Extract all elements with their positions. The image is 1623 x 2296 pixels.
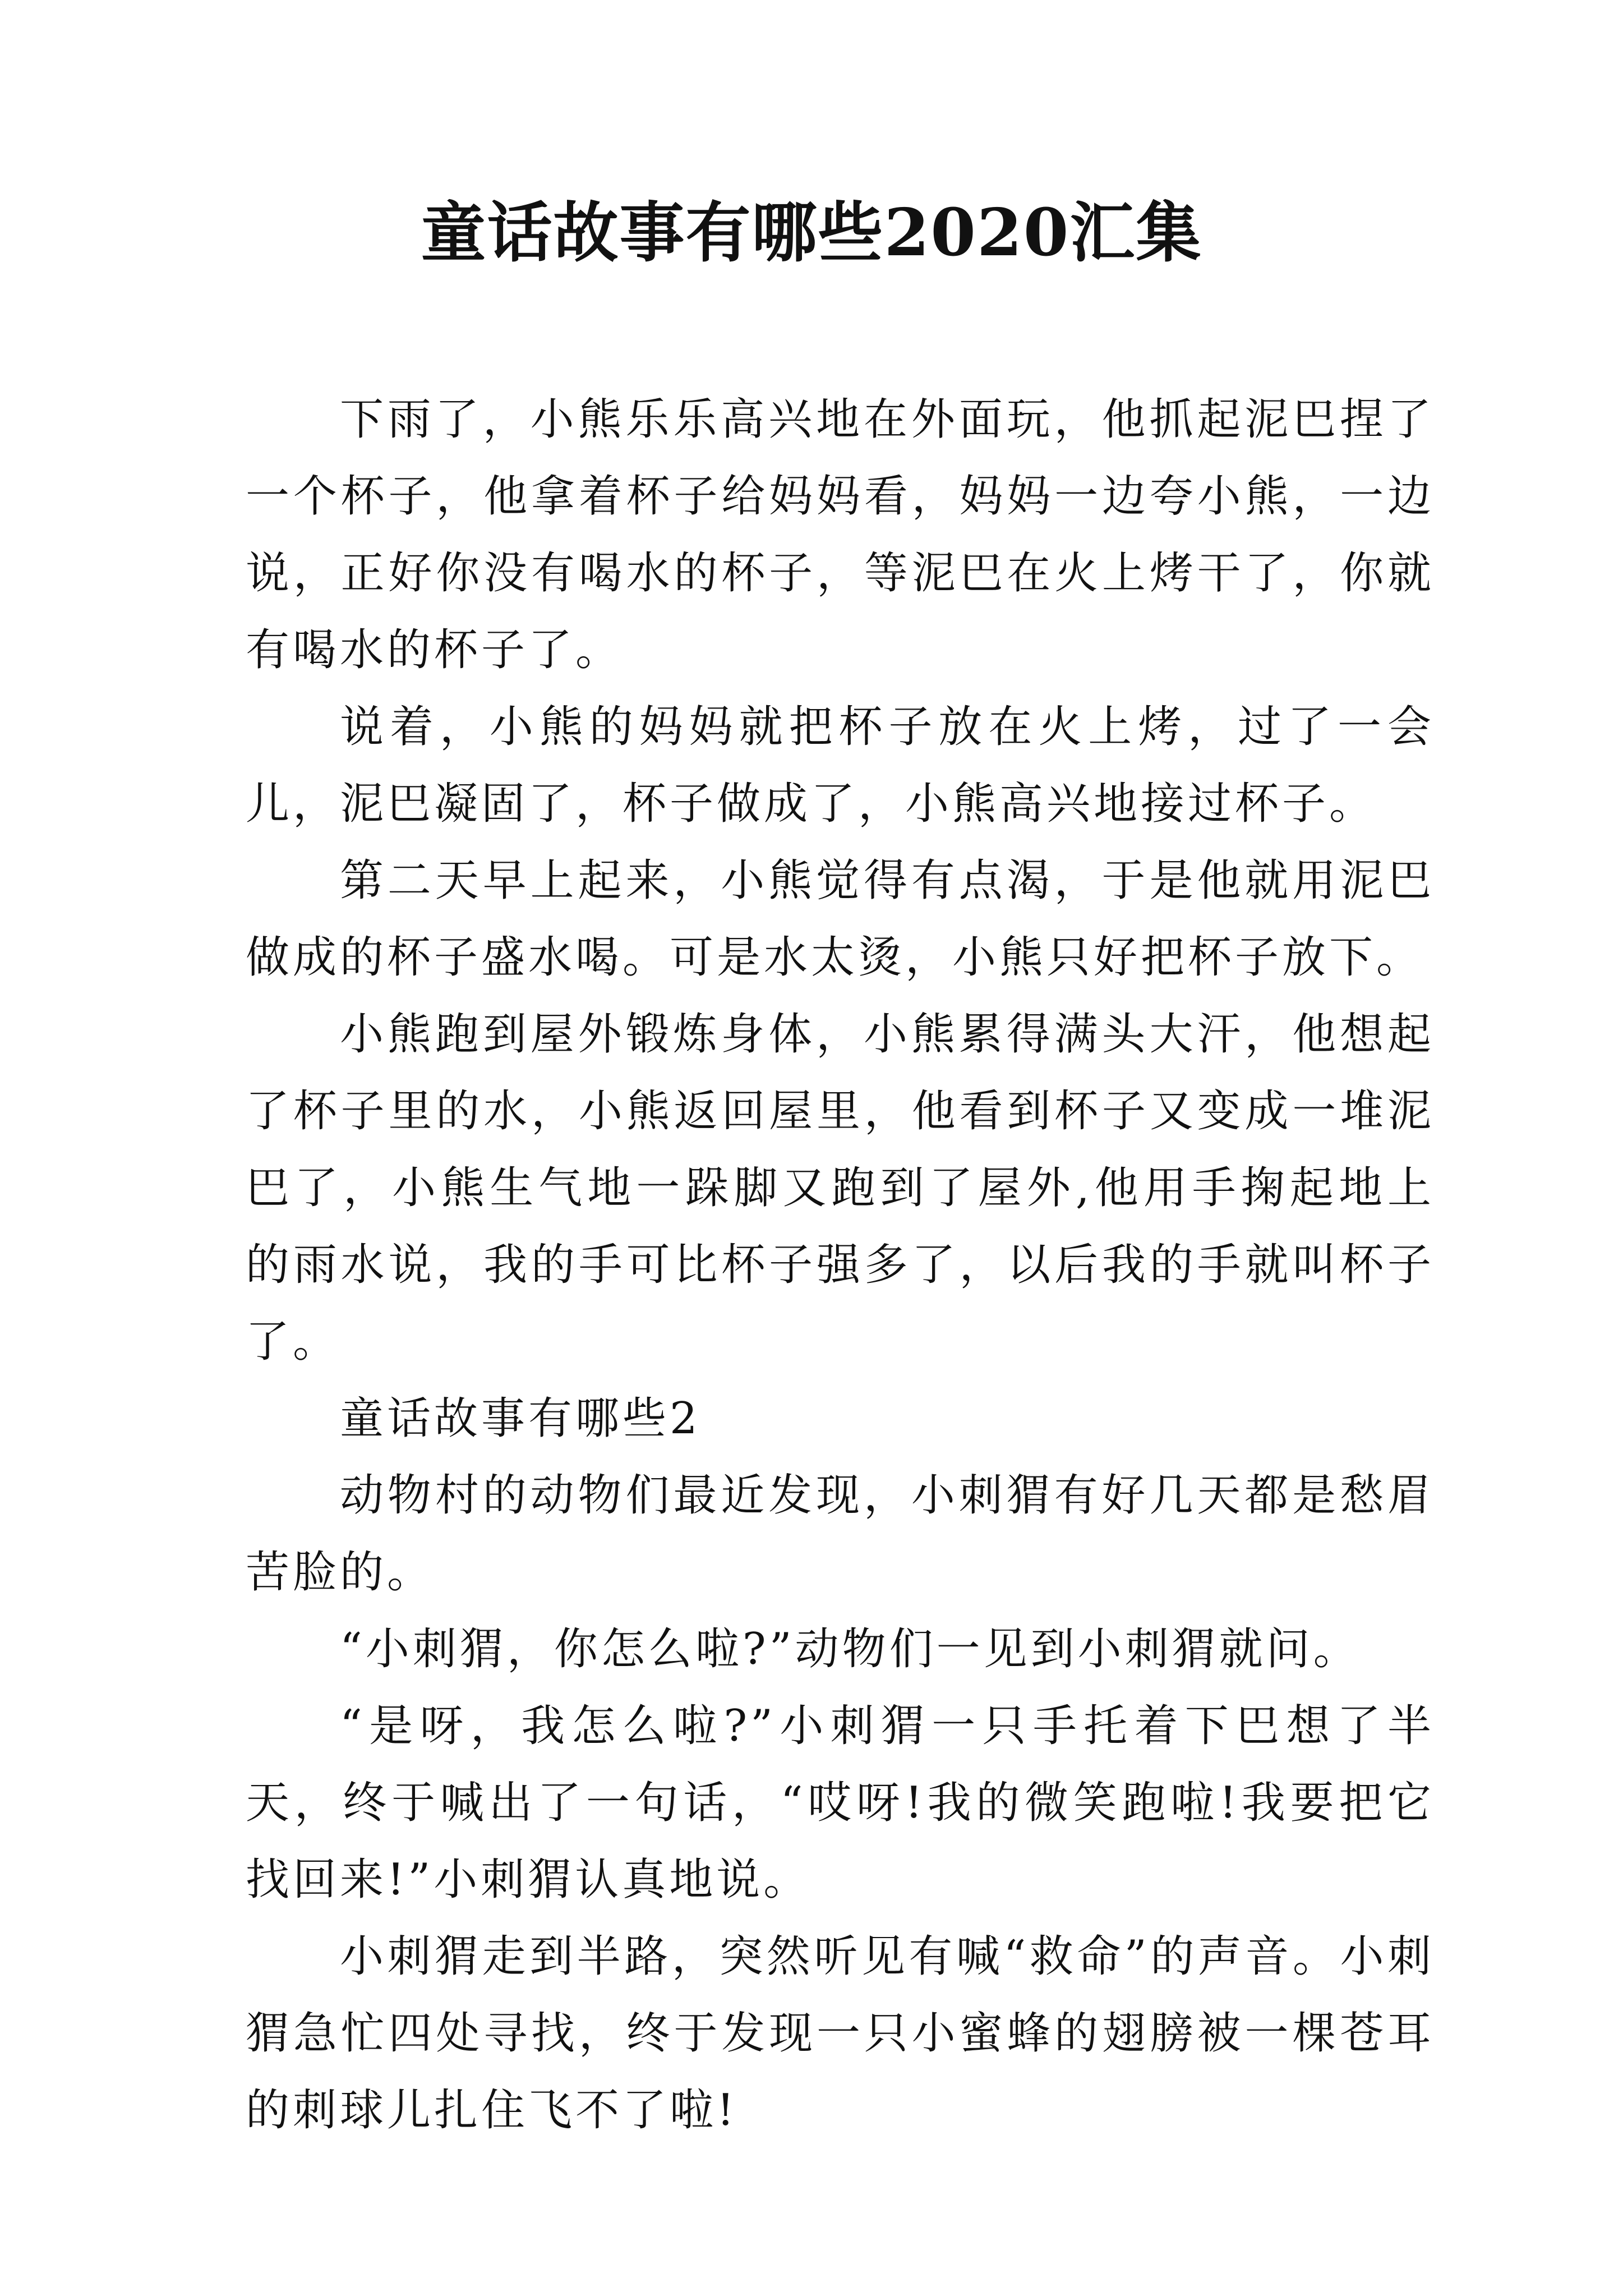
paragraph-1: 下雨了，小熊乐乐高兴地在外面玩，他抓起泥巴捏了一个杯子，他拿着杯子给妈妈看，妈妈一边夸小熊，一边说，正好你没有喝水的杯子，等泥巴在火上烤干了，你就有喝水的杯子了。 [246,394,1435,675]
section-heading-2: 童话故事有哪些2 [340,1393,701,1444]
paragraph-4: 小熊跑到屋外锻炼身体，小熊累得满头大汗，他想起了杯子里的水，小熊返回屋里，他看到杯子又变成一堆泥巴了，小熊生气地一跺脚又跑到了屋外,他用手掬起地上的雨水说，我的手可比杯子强多了，以后我的手就叫杯子了。 [246,1009,1435,1367]
page-title: 童话故事有哪些2020汇集 [421,195,1202,271]
paragraph-2: 说着，小熊的妈妈就把杯子放在火上烤，过了一会儿，泥巴凝固了，杯子做成了，小熊高兴地接过杯子。 [246,702,1435,829]
paragraph-5: 动物村的动物们最近发现，小刺猬有好几天都是愁眉苦脸的。 [246,1470,1435,1598]
paragraph-8: 小刺猬走到半路，突然听见有喊“救命”的声音。小刺猬急忙四处寻找，终于发现一只小蜜蜂的翅膀被一棵苍耳的刺球儿扎住飞不了啦! [246,1931,1435,2136]
paragraph-3: 第二天早上起来，小熊觉得有点渴，于是他就用泥巴做成的杯子盛水喝。可是水太烫，小熊只好把杯子放下。 [246,855,1435,983]
paragraph-7: “是呀，我怎么啦?”小刺猬一只手托着下巴想了半天，终于喊出了一句话，“哎呀!我的微笑跑啦!我要把它找回来!”小刺猬认真地说。 [246,1701,1435,1905]
document-body [246,381,1435,2149]
paragraph-6: “小刺猬，你怎么啦?”动物们一见到小刺猬就问。 [340,1624,1361,1674]
